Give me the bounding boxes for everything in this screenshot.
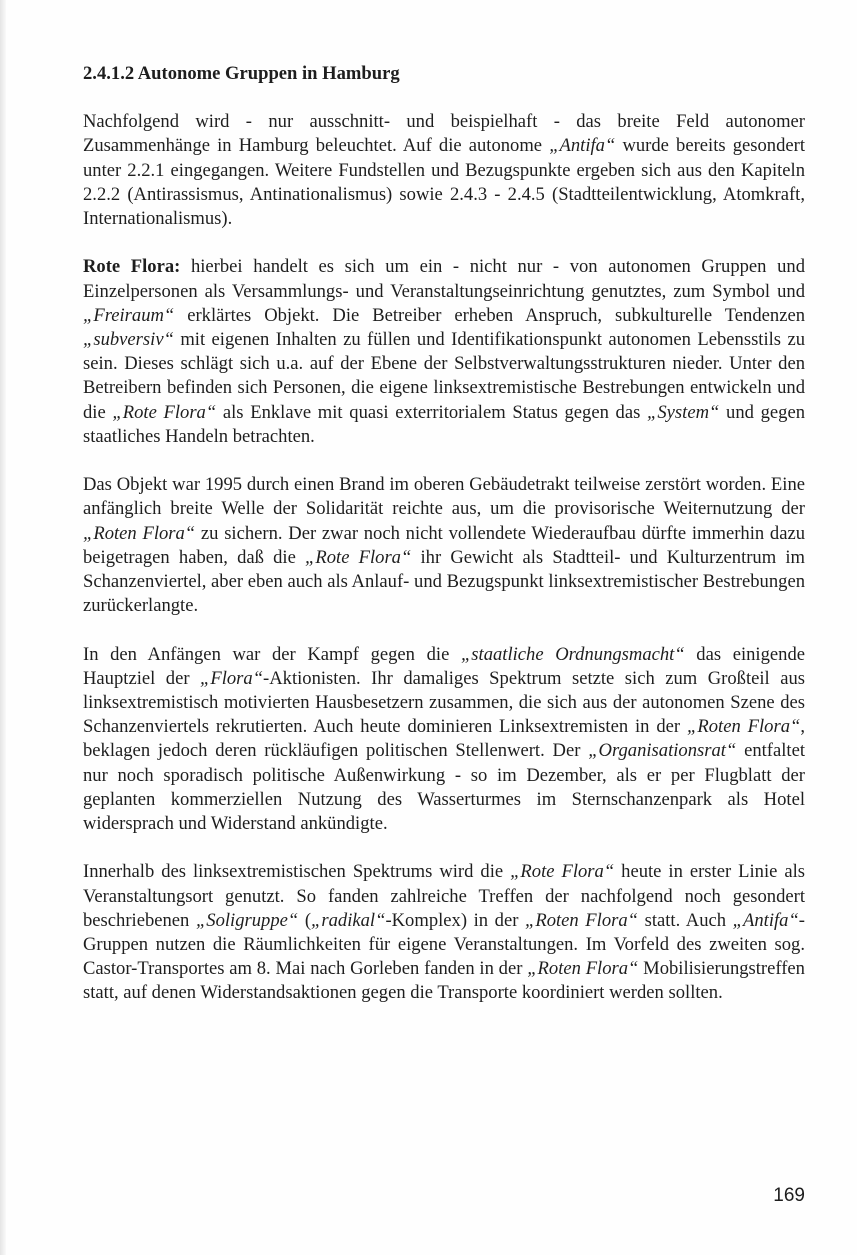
italic-term: „Roten Flora“ (525, 909, 638, 931)
paragraph-brand-1995 (83, 473, 805, 618)
text-run: statt. Auch (638, 909, 733, 931)
text-run: wurde bereits gesondert unter 2.2.1 eingegangen. Weitere Fundstellen und Bezugspunkte ergeben sich aus den Kapiteln 2.2.2 (Antirassismus, Antinationalismus) sowie 2.4.3 - 2.4.5 (Stadtteilentwicklung, Atomkraft, Internationalismus). (83, 135, 805, 230)
section-heading: 2.4.1.2 Autonome Gruppen in Hamburg (83, 63, 400, 84)
italic-term: „Flora“ (200, 667, 264, 689)
text-run: zu sichern. Der zwar noch nicht vollendete Wiederaufbau dürfte immerhin dazu beigetragen haben, daß die (83, 522, 805, 568)
text-run: ihr Gewicht als Stadtteil- und Kulturzentrum im Schanzenviertel, aber eben auch als Anlauf- und Bezugspunkt linksextremistischer Bestrebungen zurückerlangte. (83, 546, 805, 617)
italic-term: „Roten Flora“ (83, 522, 196, 544)
page-number: 169 (773, 1185, 805, 1206)
italic-term: „Organisationsrat“ (588, 740, 737, 762)
text-run: Nachfolgend wird - nur ausschnitt- und beispielhaft - das breite Feld autonomer Zusammenhänge in Hamburg beleuchtet. Auf die autonome (83, 111, 805, 157)
text-run: mit eigenen Inhalten zu füllen und Identifikationspunkt autonomen Lebensstils zu sein. Dieses schlägt sich u.a. auf der Ebene der Selbstverwaltungsstrukturen nieder. Unter den Betreibern befinden sich Personen, die eigene linksextremistische Bestrebungen entwickeln und die (83, 329, 805, 423)
italic-term: „Roten Flora“ (687, 716, 801, 738)
text-run: Das Objekt war 1995 durch einen Brand im oberen Gebäudetrakt teilweise zerstört worden. Eine anfänglich breite Welle der Solidarität reichte aus, um die provisorische Weiternutzung der (83, 474, 805, 520)
text-run: das einigende Hauptziel der (83, 643, 805, 689)
text-run: entfaltet nur noch sporadisch politische Außenwirkung - so im Dezember, als er per Flugblatt der geplanten kommerziellen Nutzung des Wasserturmes im Sternschanzenpark als Hotel widersprach und Widerstand ankündigte. (83, 740, 805, 835)
page-edge-shadow (0, 0, 6, 1255)
italic-term: „Rote Flora“ (510, 861, 615, 883)
italic-term: „Antifa“ (732, 909, 799, 931)
text-run: als Enklave mit quasi exterritorialem Status gegen das (216, 401, 648, 423)
text-run: Innerhalb des linksextremistischen Spektrums wird die (83, 861, 511, 883)
italic-term: „Rote Flora“ (112, 401, 217, 423)
text-run: und gegen staatliches Handeln betrachten. (83, 401, 805, 447)
paragraph-rote-flora (83, 255, 805, 449)
italic-term: „radikal“ (311, 909, 386, 931)
italic-term: „subversiv“ (83, 329, 174, 351)
text-run: -Gruppen nutzen die Räumlichkeiten für eigene Veranstaltungen. Im Vorfeld des zweiten sog. Castor-Transportes am 8. Mai nach Gorleben fanden in der (83, 909, 805, 980)
text-run: -Komplex) in der (385, 909, 525, 931)
text-run: , beklagen jedoch deren rückläufigen politischen Stellenwert. Der (83, 716, 805, 762)
italic-term: „Antifa“ (549, 135, 616, 157)
italic-term: „System“ (647, 401, 720, 423)
italic-term: „Freiraum“ (83, 304, 175, 326)
text-run: Mobilisierungstreffen statt, auf denen Widerstandsaktionen gegen die Transporte koordiniert werden sollten. (83, 958, 805, 1004)
text-run: hierbei handelt es sich um ein - nicht nur - von autonomen Gruppen und Einzelpersonen als Versammlungs- und Veranstaltungseinrichtung genutztes, zum Symbol und (83, 256, 805, 302)
text-run: -Aktionisten. Ihr damaliges Spektrum setzte sich zum Großteil aus linksextremistisch motivierten Hausbesetzern zusammen, die sich aus der autonomen Szene des Schanzenviertels rekrutierten. Auch heute dominieren Linksextremisten in der (83, 667, 805, 738)
italic-term: „Rote Flora“ (305, 546, 412, 568)
text-run: heute in erster Linie als Veranstaltungsort genutzt. So fanden zahlreiche Treffen der nachfolgend noch gesondert beschriebenen (83, 861, 805, 931)
text-run: ( (298, 909, 312, 931)
italic-term: „Soligruppe“ (195, 909, 299, 931)
page-content (83, 62, 805, 1006)
italic-term: „staatliche Ordnungsmacht“ (460, 643, 685, 665)
paragraph-veranstaltungsort (83, 860, 805, 1005)
italic-term: „Roten Flora“ (527, 958, 639, 980)
text-run: erklärtes Objekt. Die Betreiber erheben Anspruch, subkulturelle Tendenzen (174, 304, 805, 326)
bold-lead-term: Rote Flora: (83, 256, 181, 278)
paragraph-intro (83, 110, 805, 231)
text-run: In den Anfängen war der Kampf gegen die (83, 643, 461, 665)
paragraph-anfaenge (83, 643, 805, 837)
